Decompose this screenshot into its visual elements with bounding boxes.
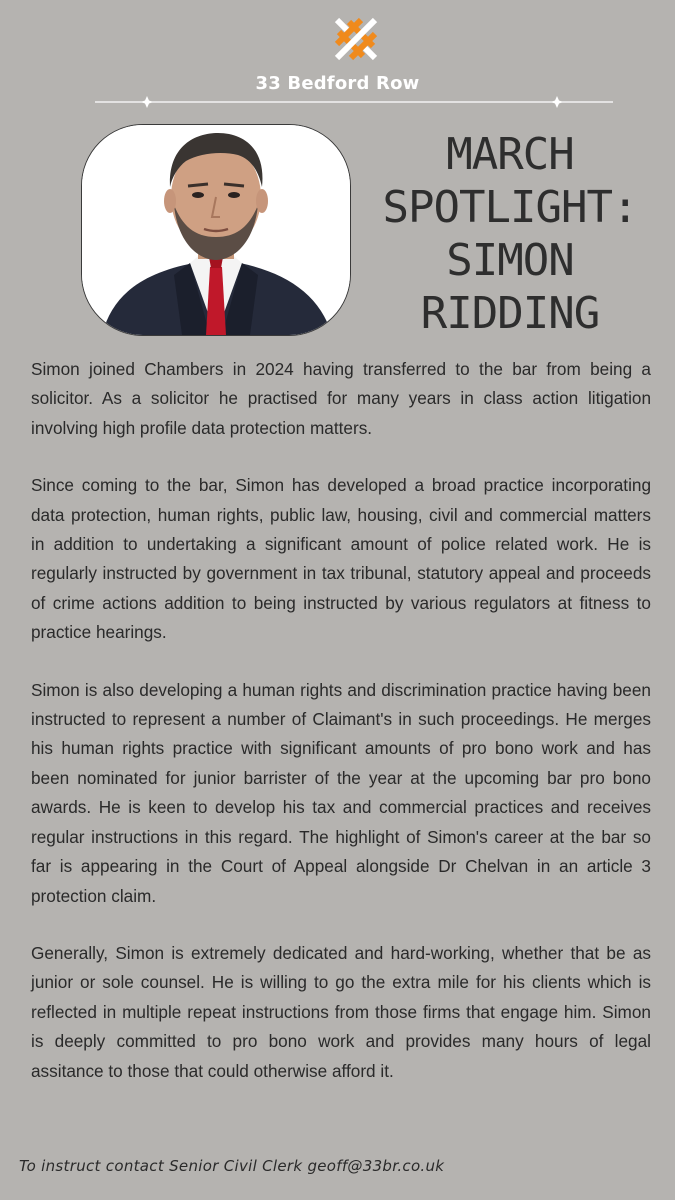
portrait-photo	[81, 124, 351, 336]
chambers-logo-icon	[331, 14, 381, 64]
header-divider	[95, 96, 613, 108]
title-line: SIMON	[446, 235, 574, 286]
bio-paragraph: Simon joined Chambers in 2024 having transferred to the bar from being a solicitor. As a solicitor he practised for many years in class action litigation involving high profile data protection matters.	[31, 359, 651, 438]
title-line: RIDDING	[420, 288, 600, 339]
title-line: MARCH	[446, 129, 574, 180]
bio-paragraph: Since coming to the bar, Simon has developed a broad practice incorporating data protection, human rights, public law, housing, civil and commercial matters in addition to undertaking a significant amount of police related work. He is regularly instructed by government in tax tribunal, statutory appeal and proceeds of crime actions addition to being instructed by various regulators at fitness to practice hearings.	[31, 475, 651, 643]
title-line: SPOTLIGHT:	[382, 182, 638, 233]
page-title	[380, 128, 640, 340]
bio-paragraph: Generally, Simon is extremely dedicated and hard-working, whether that be as junior or sole counsel. He is willing to go the extra mile for his clients which is reflected in multiple repeat instructions from those firms that engage him. Simon is deeply committed to pro bono work and provides many hours of legal assitance to those that could otherwise afford it.	[31, 942, 651, 1081]
bio-paragraph: Simon is also developing a human rights and discrimination practice having been instructed to represent a number of Claimant's in such proceedings. He merges his human rights practice with significant amounts of pro bono work and has been nominated for junior barrister of the year at the upcoming bar pro bono awards. He is keen to develop his tax and commercial practices and receives regular instructions in this regard. The highlight of Simon's career at the bar so far is appearing in the Court of Appeal alongside Dr Chelvan in an article 3 protection claim.	[31, 679, 651, 906]
biography	[31, 355, 651, 1114]
brand-name: 33 Bedford Row	[255, 73, 420, 94]
sparkle-icon	[551, 96, 564, 108]
sparkle-icon	[141, 96, 154, 108]
contact-footer: To instruct contact Senior Civil Clerk geoff@33br.co.uk	[19, 1157, 445, 1175]
